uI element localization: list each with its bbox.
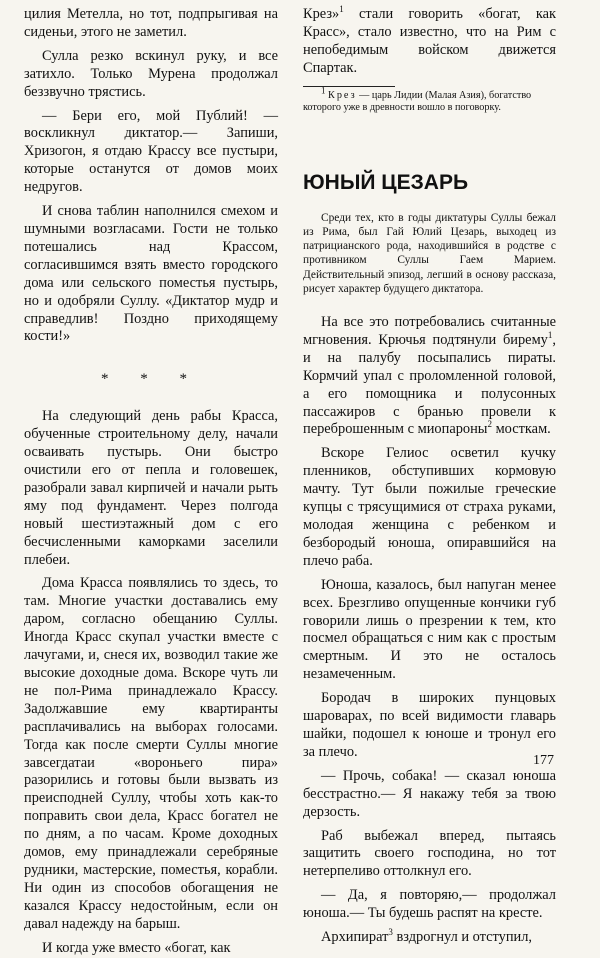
right-column <box>303 6 556 947</box>
footnote <box>303 85 556 115</box>
paragraph: Сулла резко вскинул руку, и все затихло. Только Мурена продолжал беззвучно трястись. <box>24 47 278 100</box>
footnote-ref: 1 <box>547 330 553 341</box>
footnote-ref: 2 <box>487 419 492 430</box>
paragraph: Бородач в широких пунцовых шароварах, по всей видимости главарь шайки, подошел к юноше и тронул его за плечо. <box>303 690 556 760</box>
text-run: мосткам. <box>491 421 551 438</box>
text-run: , и на палубу посыпались пираты. Кормчий упал с проломленной головой, а его помощника и полусонных пассажиров с бранью провели к переброшенным с миопароны <box>303 331 556 438</box>
text-run: На все это потребовались считанные мгновения. Крючья подтянули бирему <box>303 314 556 348</box>
footnote-text: — царь Лидии (Малая Азия), богатство которого уже в древности вошло в поговорку. <box>303 89 532 114</box>
paragraph: На следующий день рабы Красса, обученные строительному делу, начали осваивать пустырь. Они быстро очистили его от пепла и головешек, разобрали завал кирпичей и начали рыть яму под фундамент. Через полгода новый шестиэтажный дом с его бесчисленными каморками заселили плебеи. <box>24 408 278 568</box>
footnote-ref: 1 <box>339 4 344 15</box>
footnote-term: Крез <box>328 89 357 101</box>
paragraph: Дома Красса появлялись то здесь, то там. Многие участки доставались ему даром, согласно обещанию Суллы. Иногда Красс скупал участки вместе с лачугами, и, снеся их, возводил такие же высокие доходные дома. Вскоре чуть ли не пол-Рима принадлежало Крассу. Задолжавшие ему квартиранты расплачивались на выборах голосами. Тогда как после смерти Суллы многие завсегдатаи «вороньего пира» разорились и готовы были вызвать из преисподней Суллу, чтобы хоть как-то поправить свои дела, Красс богател не по дням, а по часам. Кроме доходных домов, ему принадлежали серебряные рудники, мастерские, поместья, корабли. Ни один из способов обогащения не казался Крассу недостойным, если он давал надежду на барыш. <box>24 575 278 932</box>
text-run: Крез» <box>303 6 340 22</box>
paragraph <box>303 314 556 439</box>
paragraph <box>303 6 556 78</box>
text-run: стали говорить «богат, как Красс», стало известно, что на Рим с непобедимым войском движется Спартак. <box>303 6 556 76</box>
paragraph: цилия Метелла, но тот, подпрыгивая на сиденьи, этого не заметил. <box>24 6 278 40</box>
text-run: Архипират <box>321 929 389 946</box>
paragraph: — Бери его, мой Публий! — воскликнул диктатор.— Запиши, Хризогон, я отдаю Крассу все пустыри, которые останутся от домов моих недругов. <box>24 107 278 196</box>
footnote-number: 1 <box>321 85 326 96</box>
left-column <box>24 6 278 958</box>
paragraph: Вскоре Гелиос осветил кучку пленников, обступивших кормовую мачту. Тут были пожилые греческие купцы с трясущимися от страха руками, молодая женщина с ребенком и безбородый юноша, опиравшийся на плечо раба. <box>303 445 556 569</box>
paragraph: Юноша, казалось, был напуган менее всех. Брезгливо опущенные кончики губ говорили лишь о презрении к тем, кто посмел обращаться с ним как с простым смертным. И это не осталось незамеченным. <box>303 576 556 683</box>
paragraph: — Да, я повторяю,— продолжал юноша.— Ты будешь распят на кресте. <box>303 887 556 922</box>
section-divider: * * * <box>101 371 201 388</box>
chapter-title: ЮНЫЙ ЦЕЗАРЬ <box>303 170 469 194</box>
text-run: вздрогнул и отступил, <box>392 929 532 946</box>
paragraph: И когда уже вместо «богат, как <box>42 939 231 956</box>
paragraph: — Прочь, собака! — сказал юноша бесстрастно.— Я накажу тебя за твою дерзость. <box>303 767 556 820</box>
paragraph: Раб выбежал вперед, пытаясь защитить своего господина, но тот нетерпеливо оттолкнул его. <box>303 827 556 880</box>
footnote-ref: 3 <box>388 927 393 938</box>
paragraph: И снова таблин наполнился смехом и шумными возгласами. Гости не только потешались над Крассом, согласившимся взять вместо городского дома или сельского поместья пустырь, но и одобряли Суллу. «Диктатор мудр и справедлив! Поздно приходящему кости!» <box>24 203 278 345</box>
footnote-rule <box>303 86 395 87</box>
chapter-intro: Среди тех, кто в годы диктатуры Суллы бежал из Рима, был Гай Юлий Цезарь, выходец из патрицианского рода, находившийся в родстве с противником Суллы Гаем Марием. Действительный эпизод, легший в основу рассказа, рисует характер будущего диктатора. <box>303 211 556 295</box>
page-number: 177 <box>533 753 554 768</box>
paragraph <box>303 929 556 947</box>
